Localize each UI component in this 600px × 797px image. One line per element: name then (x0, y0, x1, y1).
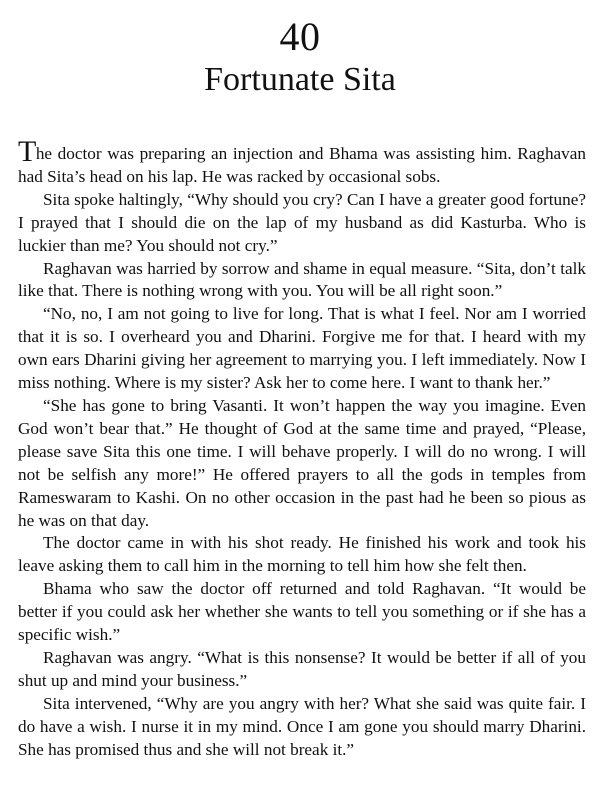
paragraph-2: Sita spoke haltingly, “Why should you cry? Can I have a greater good fortune? I prayed that I should die on the lap of my husband as did Kasturba. Who is luckier than me? You should not cry.” (18, 189, 586, 255)
paragraph-4: “No, no, I am not going to live for long. That is what I feel. Nor am I worried that it is so. I overheard you and Dharini. Forgive me for that. I heard with my own ears Dharini giving her agreement to marrying you. I left immediately. Now I miss nothing. Where is my sister? Ask her to come here. I want to thank her.” (18, 304, 586, 393)
chapter-body (18, 135, 586, 761)
drop-cap: T (18, 135, 36, 168)
paragraph-3: Raghavan was harried by sorrow and shame in equal measure. “Sita, don’t talk like that. There is nothing wrong with you. You will be all right soon.” (18, 258, 586, 301)
paragraph-6: The doctor came in with his shot ready. He finished his work and took his leave asking them to call him in the morning to tell him how she felt then. (18, 533, 586, 576)
paragraph-9: Sita intervened, “Why are you angry with her? What she said was quite fair. I do have a wish. I nurse it in my mind. Once I am gone you should marry Dharini. She has promised thus and she will not break it.” (18, 693, 586, 759)
paragraph-5: “She has gone to bring Vasanti. It won’t happen the way you imagine. Even God won’t bear that.” He thought of God at the same time and prayed, “Please, please save Sita this one time. I will behave properly. I will do no wrong. I will not be selfish any more!” He offered prayers to all the gods in temples from Rameswaram to Kashi. On no other occasion in the past had he been so pious as he was on that day. (18, 395, 586, 530)
chapter-number: 40 (279, 14, 321, 59)
chapter-title: Fortunate Sita (204, 61, 396, 98)
paragraph-7: Bhama who saw the doctor off returned and told Raghavan. “It would be better if you could ask her whether she wants to tell you something or if she has a specific wish.” (18, 579, 586, 645)
paragraph-1-text: he doctor was preparing an injection and Bhama was assisting him. Raghavan had Sita’s head on his lap. He was racked by occasional sobs. (18, 144, 586, 186)
paragraph-8: Raghavan was angry. “What is this nonsense? It would be better if all of you shut up and mind your business.” (18, 647, 586, 690)
paragraph-1 (18, 135, 586, 189)
